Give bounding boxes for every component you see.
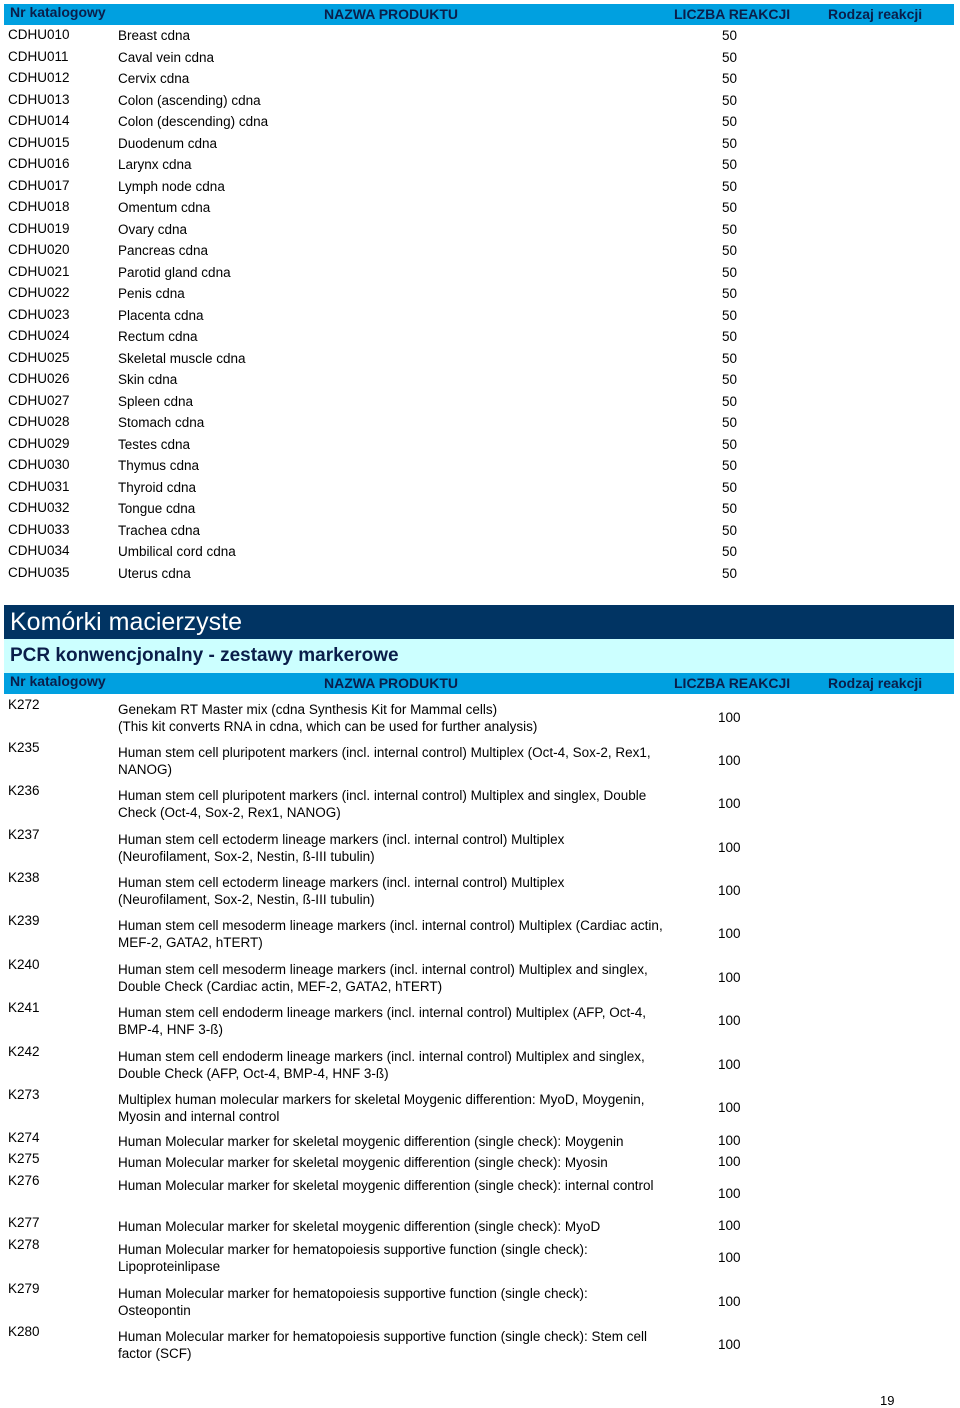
catalog-number: K236 xyxy=(8,783,40,798)
product-name: Human Molecular marker for hematopoiesis supportive function (single check): Osteopontin xyxy=(118,1286,588,1318)
reaction-count: 100 xyxy=(718,1133,741,1148)
reaction-count: 50 xyxy=(722,329,738,344)
table-row xyxy=(0,1087,960,1130)
catalog-number: CDHU020 xyxy=(8,242,70,257)
reaction-count: 50 xyxy=(722,436,738,452)
table-row xyxy=(0,740,960,783)
product-name: Human Molecular marker for skeletal moygenic differention (single check): Moygenin xyxy=(118,1134,624,1149)
reaction-count: 50 xyxy=(722,92,738,108)
product-name: Lymph node cdna xyxy=(118,178,225,194)
product-name: Colon (ascending) cdna xyxy=(118,92,261,108)
catalog-number: K273 xyxy=(8,1087,40,1102)
product-name: Trachea cdna xyxy=(118,522,201,538)
table-header xyxy=(4,4,954,25)
reaction-count: 50 xyxy=(722,178,738,194)
catalog-number: CDHU019 xyxy=(8,220,70,236)
catalog-number: K277 xyxy=(8,1215,40,1230)
table-row xyxy=(0,1130,960,1151)
reaction-count: 50 xyxy=(722,221,738,237)
product-name: Human Molecular marker for hematopoiesis supportive function (single check): Stem cell factor (SCF) xyxy=(118,1329,647,1361)
catalog-number: CDHU026 xyxy=(8,371,70,386)
product-name: Colon (descending) cdna xyxy=(118,114,269,129)
catalog-number: CDHU032 xyxy=(8,500,70,515)
reaction-count: 100 xyxy=(718,840,741,855)
reaction-count: 100 xyxy=(718,753,741,768)
product-name: Human Molecular marker for skeletal moygenic differention (single check): Myosin xyxy=(118,1155,608,1170)
product-name: Human stem cell endoderm lineage markers (incl. internal control) Multiplex (AFP, Oct-4, BMP-4, HNF 3-ß) xyxy=(118,1005,646,1037)
reaction-count: 100 xyxy=(718,796,741,811)
reaction-count: 100 xyxy=(718,1013,741,1028)
table-row xyxy=(0,1173,960,1215)
catalog-number: CDHU010 xyxy=(8,27,70,42)
catalog-number: K279 xyxy=(8,1281,40,1296)
product-name: Tongue cdna xyxy=(118,501,196,516)
catalog-number: CDHU018 xyxy=(8,199,70,214)
reaction-count: 50 xyxy=(722,157,738,172)
product-name: Skin cdna xyxy=(118,372,178,387)
catalog-number: CDHU017 xyxy=(8,177,70,193)
table-row xyxy=(0,1281,960,1324)
product-name: Human Molecular marker for hematopoiesis supportive function (single check): Lipoproteinlipase xyxy=(118,1242,588,1274)
table-header xyxy=(4,673,954,694)
reaction-count: 50 xyxy=(722,565,738,581)
product-name: Uterus cdna xyxy=(118,565,191,581)
product-name: Human stem cell pluripotent markers (incl. internal control) Multiplex (Oct-4, Sox-2, Rex1, NANOG) xyxy=(118,745,651,777)
product-name: Umbilical cord cdna xyxy=(118,544,236,559)
page-number: 19 xyxy=(880,1393,895,1408)
catalog-number: K242 xyxy=(8,1044,40,1059)
reaction-count: 100 xyxy=(718,1186,741,1201)
table-row xyxy=(0,1215,960,1236)
product-name: Omentum cdna xyxy=(118,200,211,215)
catalog-number: CDHU025 xyxy=(8,349,70,365)
section-subtitle xyxy=(4,639,954,673)
catalog-number: CDHU011 xyxy=(8,48,69,64)
product-name: Genekam RT Master mix (cdna Synthesis Kit for Mammal cells) (This kit converts RNA in cdna, which can be used for further analysis) xyxy=(118,702,538,734)
catalog-number: CDHU023 xyxy=(8,306,70,322)
catalog-number: K276 xyxy=(8,1173,40,1188)
reaction-count: 100 xyxy=(718,1154,741,1169)
reaction-count: 100 xyxy=(718,1218,741,1233)
header-count: LICZBA REAKCJI xyxy=(674,675,791,691)
reaction-count: 50 xyxy=(722,393,738,409)
reaction-count: 50 xyxy=(722,415,738,430)
catalog-number: K241 xyxy=(8,1000,40,1015)
product-name: Caval vein cdna xyxy=(118,49,215,65)
table-row xyxy=(0,1324,960,1367)
section-title xyxy=(4,605,954,639)
catalog-number: K274 xyxy=(8,1130,40,1145)
catalog-number: K239 xyxy=(8,913,40,928)
catalog-number: CDHU028 xyxy=(8,414,70,429)
product-name: Rectum cdna xyxy=(118,329,198,344)
reaction-count: 100 xyxy=(718,1057,741,1072)
table-row xyxy=(0,783,960,826)
catalog-number: CDHU022 xyxy=(8,285,70,300)
product-name: Human stem cell mesoderm lineage markers (incl. internal control) Multiplex (Cardiac actin, MEF-2, GATA2, hTERT) xyxy=(118,918,663,950)
catalog-number: K272 xyxy=(8,697,40,712)
reaction-count: 50 xyxy=(722,479,738,495)
catalog-number: CDHU035 xyxy=(8,564,70,580)
product-name: Human Molecular marker for skeletal moygenic differention (single check): internal control xyxy=(118,1178,654,1193)
product-name: Pancreas cdna xyxy=(118,243,209,258)
reaction-count: 50 xyxy=(722,71,738,86)
catalog-number: K238 xyxy=(8,870,40,885)
product-name: Human stem cell mesoderm lineage markers (incl. internal control) Multiplex and singlex, Double Check (Cardiac actin, MEF-2, GATA2, hTERT) xyxy=(118,962,648,994)
catalog-number: CDHU030 xyxy=(8,457,70,472)
table-row xyxy=(0,870,960,913)
reaction-count: 50 xyxy=(722,200,738,215)
reaction-count: 50 xyxy=(722,307,738,323)
header-name: NAZWA PRODUKTU xyxy=(324,675,459,691)
product-name: Breast cdna xyxy=(118,28,191,43)
reaction-count: 50 xyxy=(722,350,738,366)
catalog-number: CDHU021 xyxy=(8,263,70,279)
reaction-count: 50 xyxy=(722,243,738,258)
catalog-number: CDHU033 xyxy=(8,521,70,537)
catalog-number: CDHU016 xyxy=(8,156,70,171)
catalog-number: CDHU029 xyxy=(8,435,70,451)
product-name: Human stem cell pluripotent markers (incl. internal control) Multiplex and singlex, Double Check (Oct-4, Sox-2, Rex1, NANOG) xyxy=(118,788,647,820)
reaction-count: 100 xyxy=(718,883,741,898)
product-name: Human Molecular marker for skeletal moygenic differention (single check): MyoD xyxy=(118,1219,601,1234)
product-name: Larynx cdna xyxy=(118,157,192,172)
reaction-count: 50 xyxy=(722,114,738,129)
product-name: Placenta cdna xyxy=(118,307,204,323)
reaction-count: 50 xyxy=(722,501,738,516)
reaction-count: 100 xyxy=(718,1337,741,1352)
product-name: Testes cdna xyxy=(118,436,191,452)
catalog-number: CDHU024 xyxy=(8,328,70,343)
catalog-number: K280 xyxy=(8,1324,40,1339)
product-name: Penis cdna xyxy=(118,286,185,301)
reaction-count: 100 xyxy=(718,1100,741,1115)
reaction-count: 50 xyxy=(722,264,738,280)
product-name: Duodenum cdna xyxy=(118,135,218,151)
reaction-count: 100 xyxy=(718,926,741,941)
product-name: Ovary cdna xyxy=(118,221,188,237)
catalog-number: K235 xyxy=(8,740,40,755)
catalog-number: CDHU013 xyxy=(8,91,70,107)
catalog-number: K275 xyxy=(8,1151,40,1166)
reaction-count: 50 xyxy=(722,135,738,151)
product-name: Cervix cdna xyxy=(118,71,190,86)
reaction-count: 50 xyxy=(722,286,738,301)
reaction-count: 100 xyxy=(718,710,741,725)
product-name: Thyroid cdna xyxy=(118,479,197,495)
catalog-number: CDHU015 xyxy=(8,134,70,150)
catalog-number: CDHU031 xyxy=(8,478,70,494)
reaction-count: 100 xyxy=(718,970,741,985)
reaction-count: 50 xyxy=(722,544,738,559)
product-name: Skeletal muscle cdna xyxy=(118,350,246,366)
reaction-count: 50 xyxy=(722,522,738,538)
header-type: Rodzaj reakcji xyxy=(828,6,923,22)
header-type: Rodzaj reakcji xyxy=(828,675,923,691)
section-subtitle-text: PCR konwencjonalny - zestawy markerowe xyxy=(10,645,399,666)
product-name: Human stem cell ectoderm lineage markers (incl. internal control) Multiplex (Neurofilament, Sox-2, Nestin, ß-III tubulin) xyxy=(118,832,565,864)
table-row xyxy=(0,1151,960,1172)
table-row xyxy=(0,697,960,740)
table-row xyxy=(0,1000,960,1043)
table-row xyxy=(0,1237,960,1280)
reaction-count: 50 xyxy=(722,372,738,387)
catalog-number: CDHU034 xyxy=(8,543,70,558)
product-name: Multiplex human molecular markers for skeletal Moygenic differention: MyoD, Moygenin, Myosin and internal control xyxy=(118,1092,645,1124)
table-row xyxy=(0,827,960,870)
catalog-number: K237 xyxy=(8,827,40,842)
catalog-number: CDHU012 xyxy=(8,70,70,85)
product-name: Parotid gland cdna xyxy=(118,264,231,280)
product-name: Stomach cdna xyxy=(118,415,205,430)
reaction-count: 50 xyxy=(722,49,738,65)
section-title-text: Komórki macierzyste xyxy=(10,608,242,636)
header-count: LICZBA REAKCJI xyxy=(674,6,791,22)
header-nr: Nr katalogowy xyxy=(10,4,106,20)
product-name: Spleen cdna xyxy=(118,393,194,409)
catalog-number: K278 xyxy=(8,1237,40,1252)
catalog-number: K240 xyxy=(8,957,40,972)
table-row xyxy=(0,913,960,956)
reaction-count: 100 xyxy=(718,1294,741,1309)
product-name: Thymus cdna xyxy=(118,458,200,473)
table-row xyxy=(0,957,960,1000)
reaction-count: 50 xyxy=(722,458,738,473)
catalog-number: CDHU014 xyxy=(8,113,70,128)
reaction-count: 100 xyxy=(718,1250,741,1265)
product-name: Human stem cell endoderm lineage markers (incl. internal control) Multiplex and singlex, Double Check (AFP, Oct-4, BMP-4, HNF 3-ß) xyxy=(118,1049,645,1081)
header-nr: Nr katalogowy xyxy=(10,673,106,689)
catalog-number: CDHU027 xyxy=(8,392,70,408)
product-name: Human stem cell ectoderm lineage markers (incl. internal control) Multiplex (Neurofilament, Sox-2, Nestin, ß-III tubulin) xyxy=(118,875,565,907)
reaction-count: 50 xyxy=(722,28,738,43)
table-row xyxy=(0,1044,960,1087)
header-name: NAZWA PRODUKTU xyxy=(324,6,459,22)
